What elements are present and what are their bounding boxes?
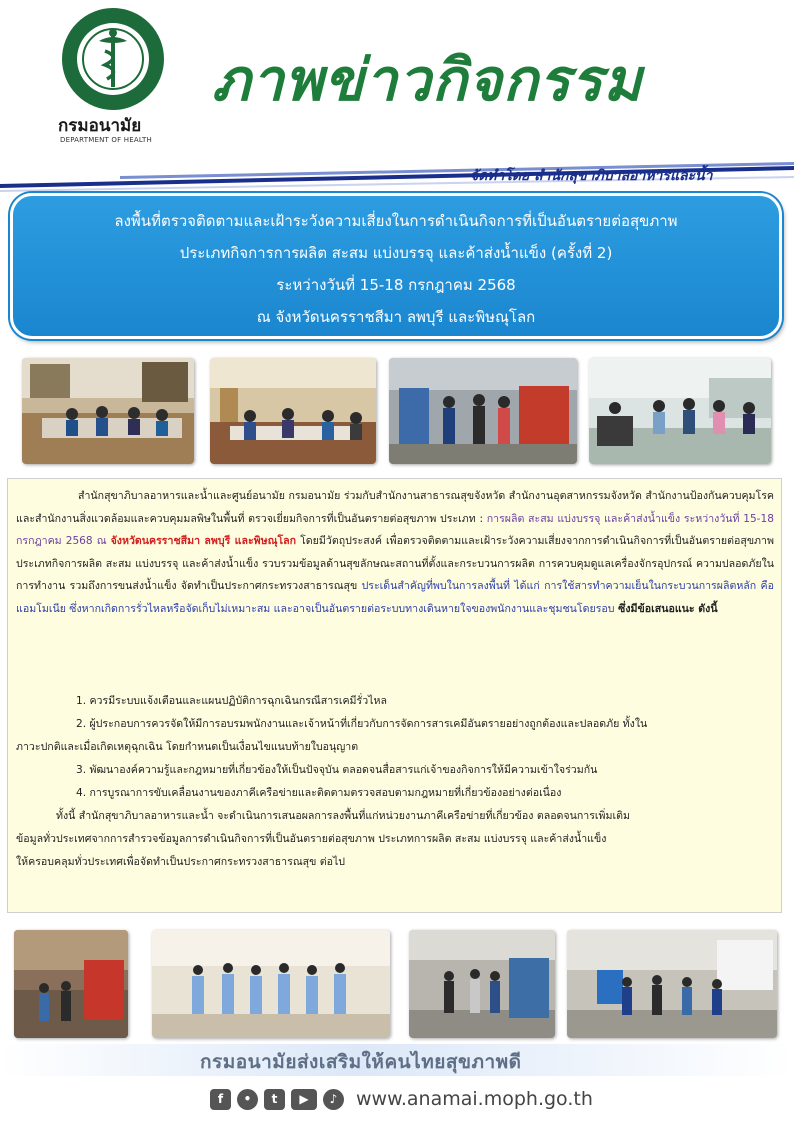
- photo-discussion-table: [210, 358, 376, 464]
- recommendation-1: 1. ควรมีระบบแจ้งเตือนและแผนปฏิบัติการฉุกเฉินกรณีสารเคมีรั่วไหล: [76, 695, 387, 707]
- youtube-icon[interactable]: ▶: [291, 1089, 317, 1110]
- closing-paragraph-line-3: ให้ครอบคลุมทั่วประเทศเพื่อจัดทำเป็นประกาศกระทรวงสาธารณสุข ต่อไป: [16, 856, 346, 868]
- headline-line-2: ประเภทกิจการการผลิต สะสม แบ่งบรรจุ และค้าส่งน้ำแข็ง (ครั้งที่ 2): [179, 244, 613, 262]
- photo-storage-area: [409, 930, 555, 1038]
- website-link[interactable]: www.anamai.moph.go.th: [356, 1088, 593, 1110]
- photo-team-walkthrough: [152, 930, 390, 1038]
- intro-paragraph: [16, 485, 774, 620]
- org-name-english: DEPARTMENT OF HEALTH: [60, 136, 152, 144]
- facebook-icon[interactable]: f: [210, 1089, 231, 1110]
- recommendation-3: 3. พัฒนาองค์ความรู้และกฎหมายที่เกี่ยวข้องให้เป็นปัจจุบัน ตลอดจนสื่อสารแก่เจ้าของกิจการให้มีความเข้าใจร่วมกัน: [76, 764, 598, 776]
- article-body: [7, 478, 782, 913]
- footer-slogan: กรมอนามัยส่งเสริมให้คนไทยสุขภาพดี: [200, 1051, 522, 1073]
- intro-text-a: สำนักสุขาภิบาลอาหารและน้ำและศูนย์อนามัย กรมอนามัย ร่วมกับสำนักงานสาธารณสุขจังหวัด สำนักงานอุตสาหกรรมจังหวัด สำนักงานป้องกันควบคุมโรค และสำนักงานสิ่งแวดล้อมและควบคุมมลพิษในพื้นที่ ตรวจเยี่ยมกิจการที่เป็นอันตรายต่อสุขภาพ ประเภท :: [16, 490, 774, 525]
- tiktok-icon[interactable]: ♪: [323, 1089, 344, 1110]
- org-name-thai: กรมอนามัย: [58, 116, 142, 136]
- line-icon[interactable]: •: [237, 1089, 258, 1110]
- headline-box: [10, 193, 782, 339]
- seal-emblem-icon: [65, 11, 161, 107]
- headline-line-4: ณ จังหวัดนครราชสีมา ลพบุรี และพิษณุโลก: [256, 308, 536, 326]
- intro-text-activity: การผลิต สะสม แบ่งบรรจุ และค้าส่งน้ำแข็ง ระหว่างวันที่ 15-18 กรกฎาคม 2568 ณ: [16, 512, 774, 547]
- photo-meeting-room: [22, 358, 194, 464]
- closing-paragraph-line-2: ข้อมูลทั่วประเทศจากการสำรวจข้อมูลการดำเนินกิจการที่เป็นอันตรายต่อสุขภาพ ประเภทการผลิต สะสม แบ่งบรรจุ และค้าส่งน้ำแข็ง: [16, 833, 607, 845]
- recommendation-4: 4. การบูรณาการขับเคลื่อนงานของภาคีเครือข่ายและติดตามตรวจสอบตามกฎหมายที่เกี่ยวข้องอย่างต่อเนื่อง: [76, 787, 562, 799]
- photo-factory-inspection: [389, 358, 577, 464]
- intro-text-key-issue: ประเด็นสำคัญที่พบในการลงพื้นที่ ได้แก่ การใช้สารทำความเย็นในกระบวนการผลิตหลัก คือ แอมโมเนีย ซึ่งหากเกิดการรั่วไหลหรือจัดเก็บไม่เหมาะสม และอาจเป็นอันตรายต่อระบบทางเดินหายใจของพนักงานและชุมชนโดยรอบ: [16, 580, 774, 615]
- photo-office-meeting: [589, 358, 771, 464]
- photo-ice-factory-floor: [14, 930, 128, 1038]
- photo-outdoor-delivery-trucks: [567, 930, 777, 1038]
- recommendation-2-cont: ภาวะปกติและเมื่อเกิดเหตุฉุกเฉิน โดยกำหนดเป็นเงื่อนไขแนบท้ายใบอนุญาต: [16, 741, 359, 753]
- closing-paragraph-line-1: ทั้งนี้ สำนักสุขาภิบาลอาหารและน้ำ จะดำเนินการเสนอผลการลงพื้นที่แก่หน่วยงานภาคีเครือข่ายที่เกี่ยวข้อง ตลอดจนการเพิ่มเติม: [56, 810, 631, 822]
- intro-text-objectives: โดยมีวัตถุประสงค์ เพื่อตรวจติดตามและเฝ้าระวังความเสี่ยงจากการดำเนินกิจการที่เป็นอันตรายต่อสุขภาพ ประเภทกิจการผลิต สะสม แบ่งบรรจุ และค้าส่งน้ำแข็ง รวบรวมข้อมูลด้านสุขลักษณะสถานที่ตั้งและกระบวนการผลิต การควบคุมดูแลเครื่องจักรอุปกรณ์ ความปลอดภัยในการทำงาน รวมถึงการขนส่งน้ำแข็ง จัดทำเป็นประกาศกระทรวงสาธารณสุข: [16, 535, 774, 592]
- intro-text-provinces: จังหวัดนครราชสีมา ลพบุรี และพิษณุโลก: [110, 535, 297, 547]
- intro-text-recommend-lead: ซึ่งมีข้อเสนอแนะ ดังนี้: [614, 602, 718, 615]
- twitter-icon[interactable]: t: [264, 1089, 285, 1110]
- producer-credit: จัดทำโดย สำนักสุขาภิบาลอาหารและน้ำ: [470, 168, 713, 184]
- headline-line-1: ลงพื้นที่ตรวจติดตามและเฝ้าระวังความเสี่ยงในการดำเนินกิจการที่เป็นอันตรายต่อสุขภาพ: [114, 212, 678, 230]
- headline-line-3: ระหว่างวันที่ 15-18 กรกฎาคม 2568: [276, 276, 516, 294]
- recommendation-2: 2. ผู้ประกอบการควรจัดให้มีการอบรมพนักงานและเจ้าหน้าที่เกี่ยวกับการจัดการสารเคมีอันตรายอย่างถูกต้องและปลอดภัย ทั้งใน: [76, 718, 648, 730]
- banner-title: ภาพข่าวกิจกรรม: [212, 46, 643, 114]
- department-seal-logo: [62, 8, 164, 110]
